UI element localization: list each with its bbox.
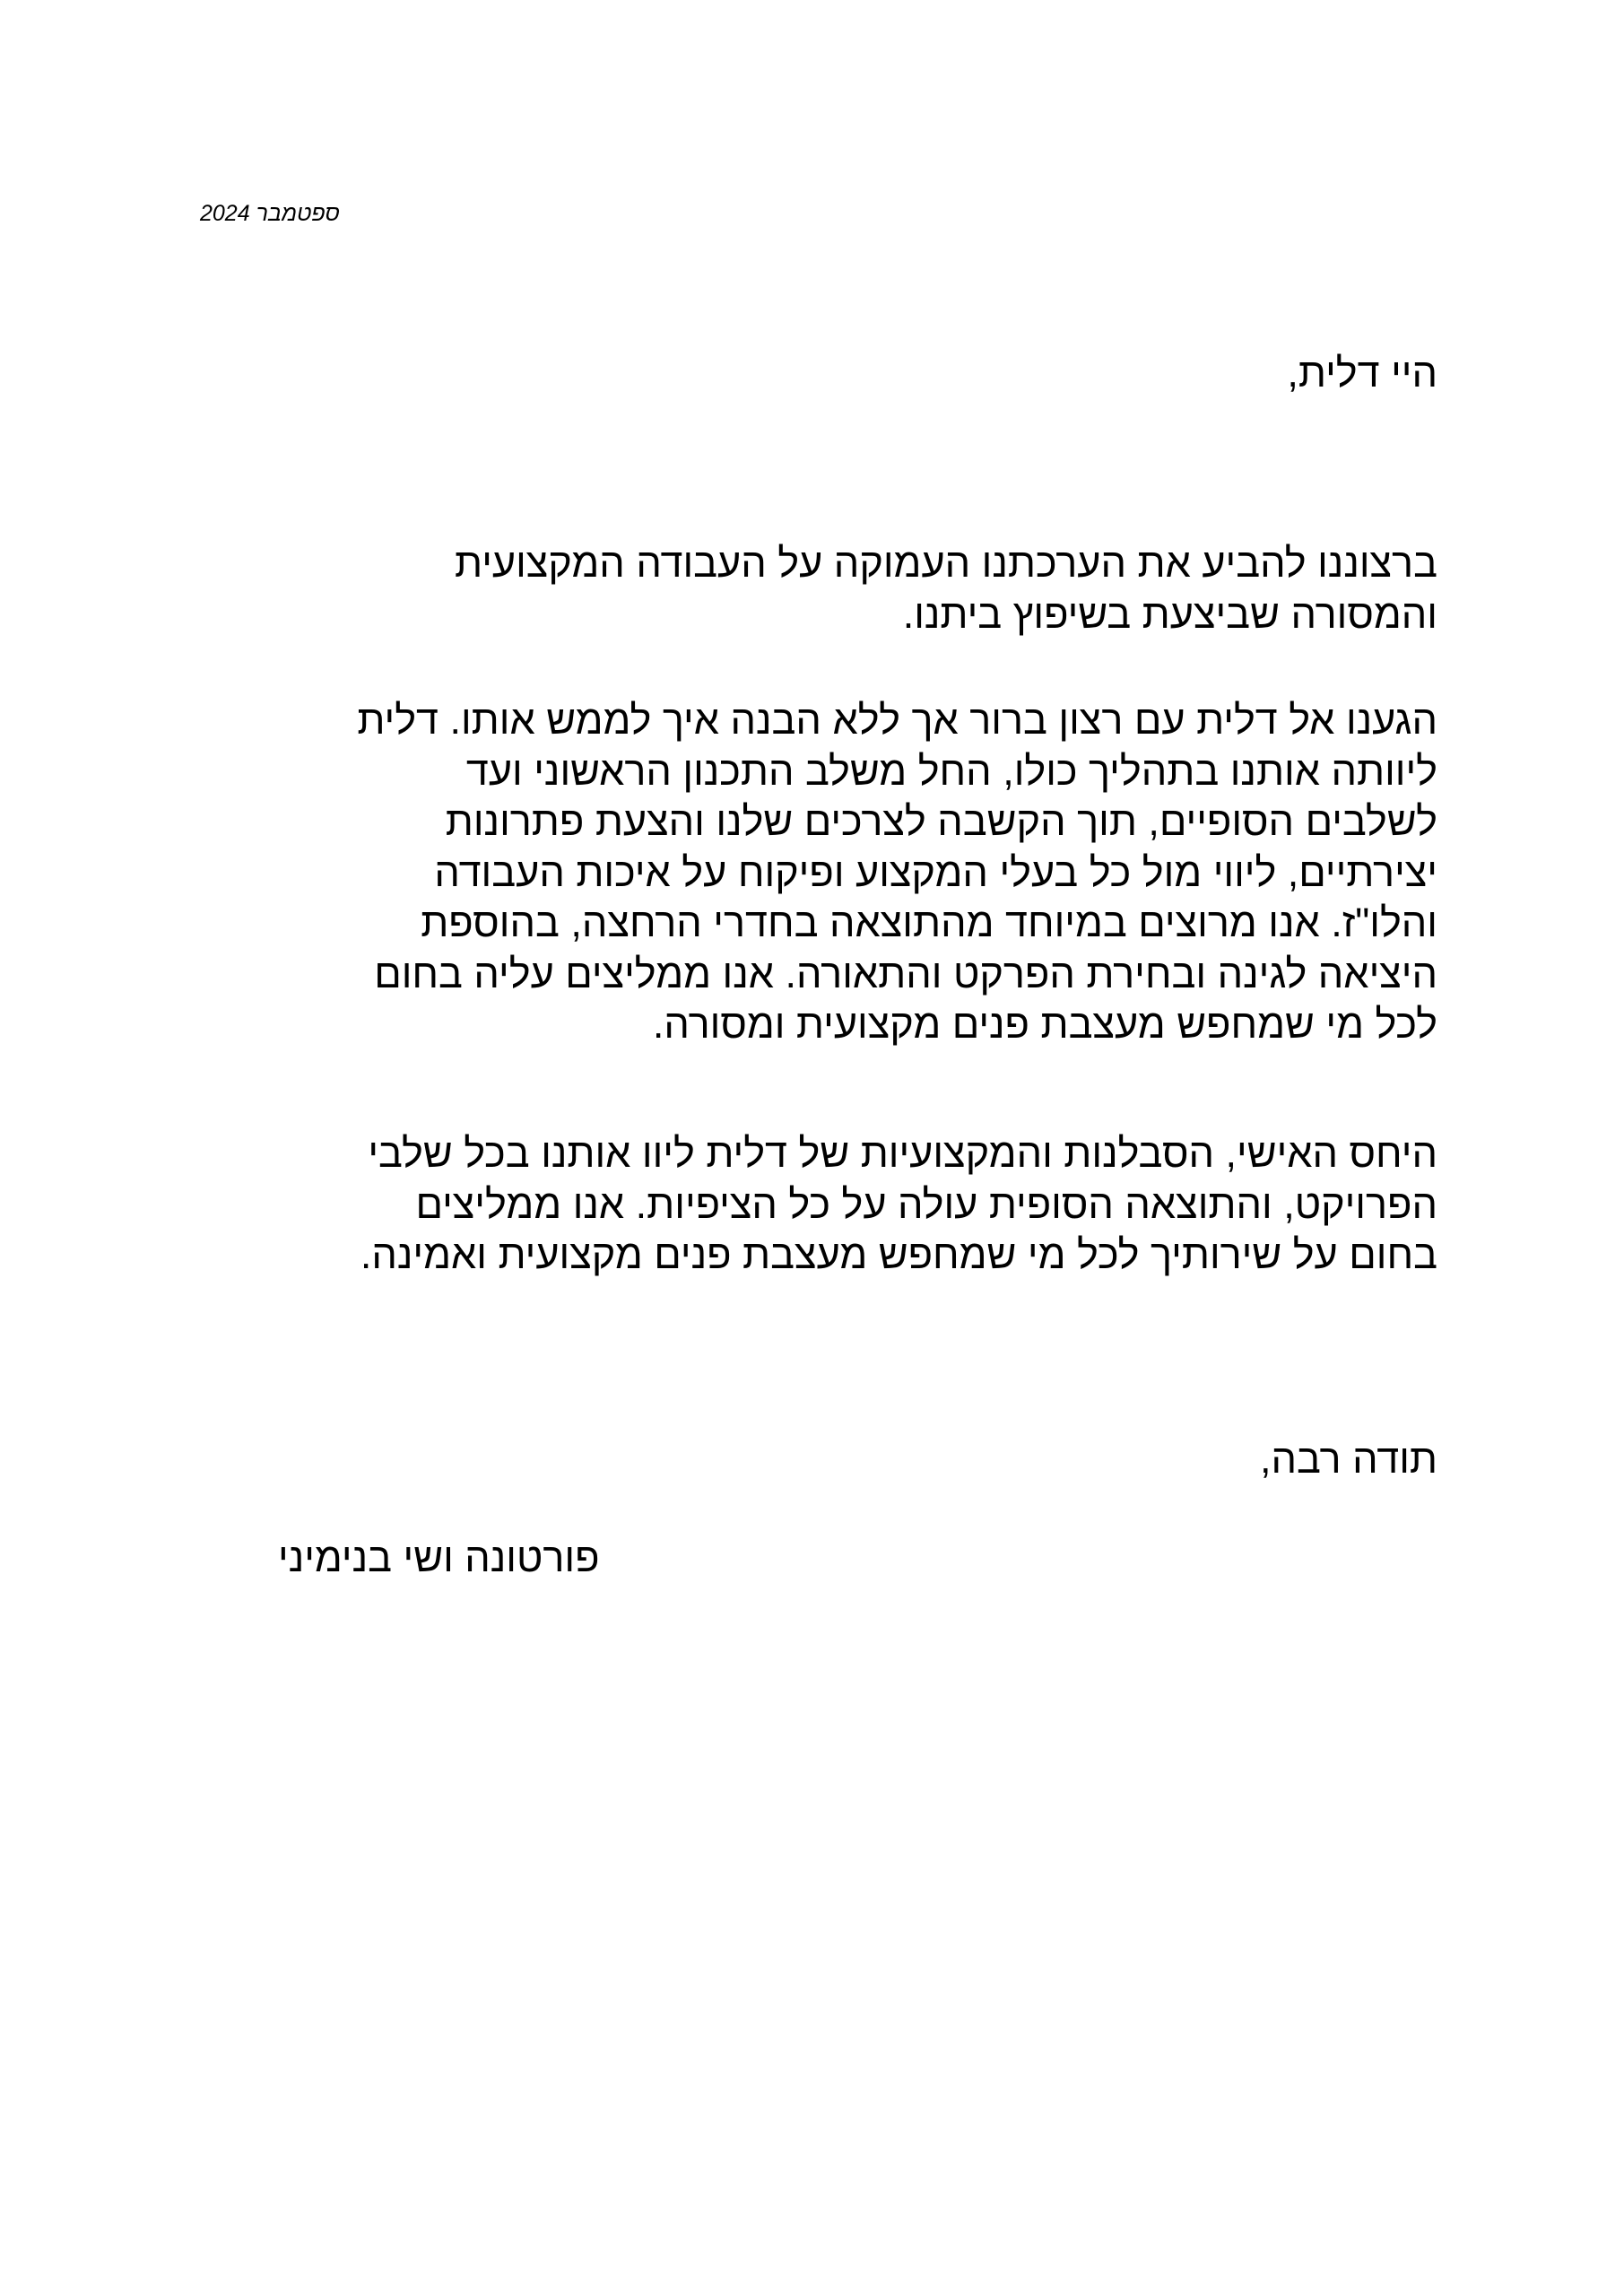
paragraph-line: היחס האישי, הסבלנות והמקצועיות של דלית ליוו אותנו בכל שלבי xyxy=(368,1130,1437,1176)
letter-greeting: היי דלית, xyxy=(1287,350,1437,396)
paragraph-line: לכל מי שמחפש מעצבת פנים מקצועית ומסורה. xyxy=(652,1001,1437,1047)
paragraph-line: בחום על שירותיך לכל מי שמחפש מעצבת פנים מקצועית ואמינה. xyxy=(360,1231,1437,1277)
letter-date: ספטמבר 2024 xyxy=(200,201,340,226)
paragraph-line: יצירתיים, ליווי מול כל בעלי המקצוע ופיקוח על איכות העבודה xyxy=(434,848,1437,895)
paragraph-line: הגענו אל דלית עם רצון ברור אך ללא הבנה איך לממש אותו. דלית xyxy=(357,697,1437,743)
letter-closing: תודה רבה, xyxy=(1259,1436,1437,1482)
paragraph-appreciation xyxy=(455,538,1437,639)
paragraph-line: הפרויקט, והתוצאה הסופית עולה על כל הציפיות. אנו ממליצים xyxy=(415,1180,1437,1227)
paragraph-process xyxy=(357,695,1437,1050)
paragraph-line: ברצוננו להביע את הערכתנו העמוקה על העבודה המקצועית xyxy=(455,540,1437,586)
paragraph-line: והלו"ז. אנו מרוצים במיוחד מהתוצאה בחדרי הרחצה, בהוספת xyxy=(421,900,1437,945)
paragraph-recommendation xyxy=(360,1128,1437,1281)
letter-signature: פורטונה ושי בנימיני xyxy=(278,1535,600,1580)
paragraph-line: לשלבים הסופיים, תוך הקשבה לצרכים שלנו והצעת פתרונות xyxy=(445,798,1437,844)
paragraph-line: היציאה לגינה ובחירת הפרקט והתאורה. אנו ממליצים עליה בחום xyxy=(374,950,1437,996)
paragraph-line: והמסורה שביצעת בשיפוץ ביתנו. xyxy=(902,590,1437,637)
paragraph-line: ליוותה אותנו בתהליך כולו, החל משלב התכנון הראשוני ועד xyxy=(465,747,1437,794)
